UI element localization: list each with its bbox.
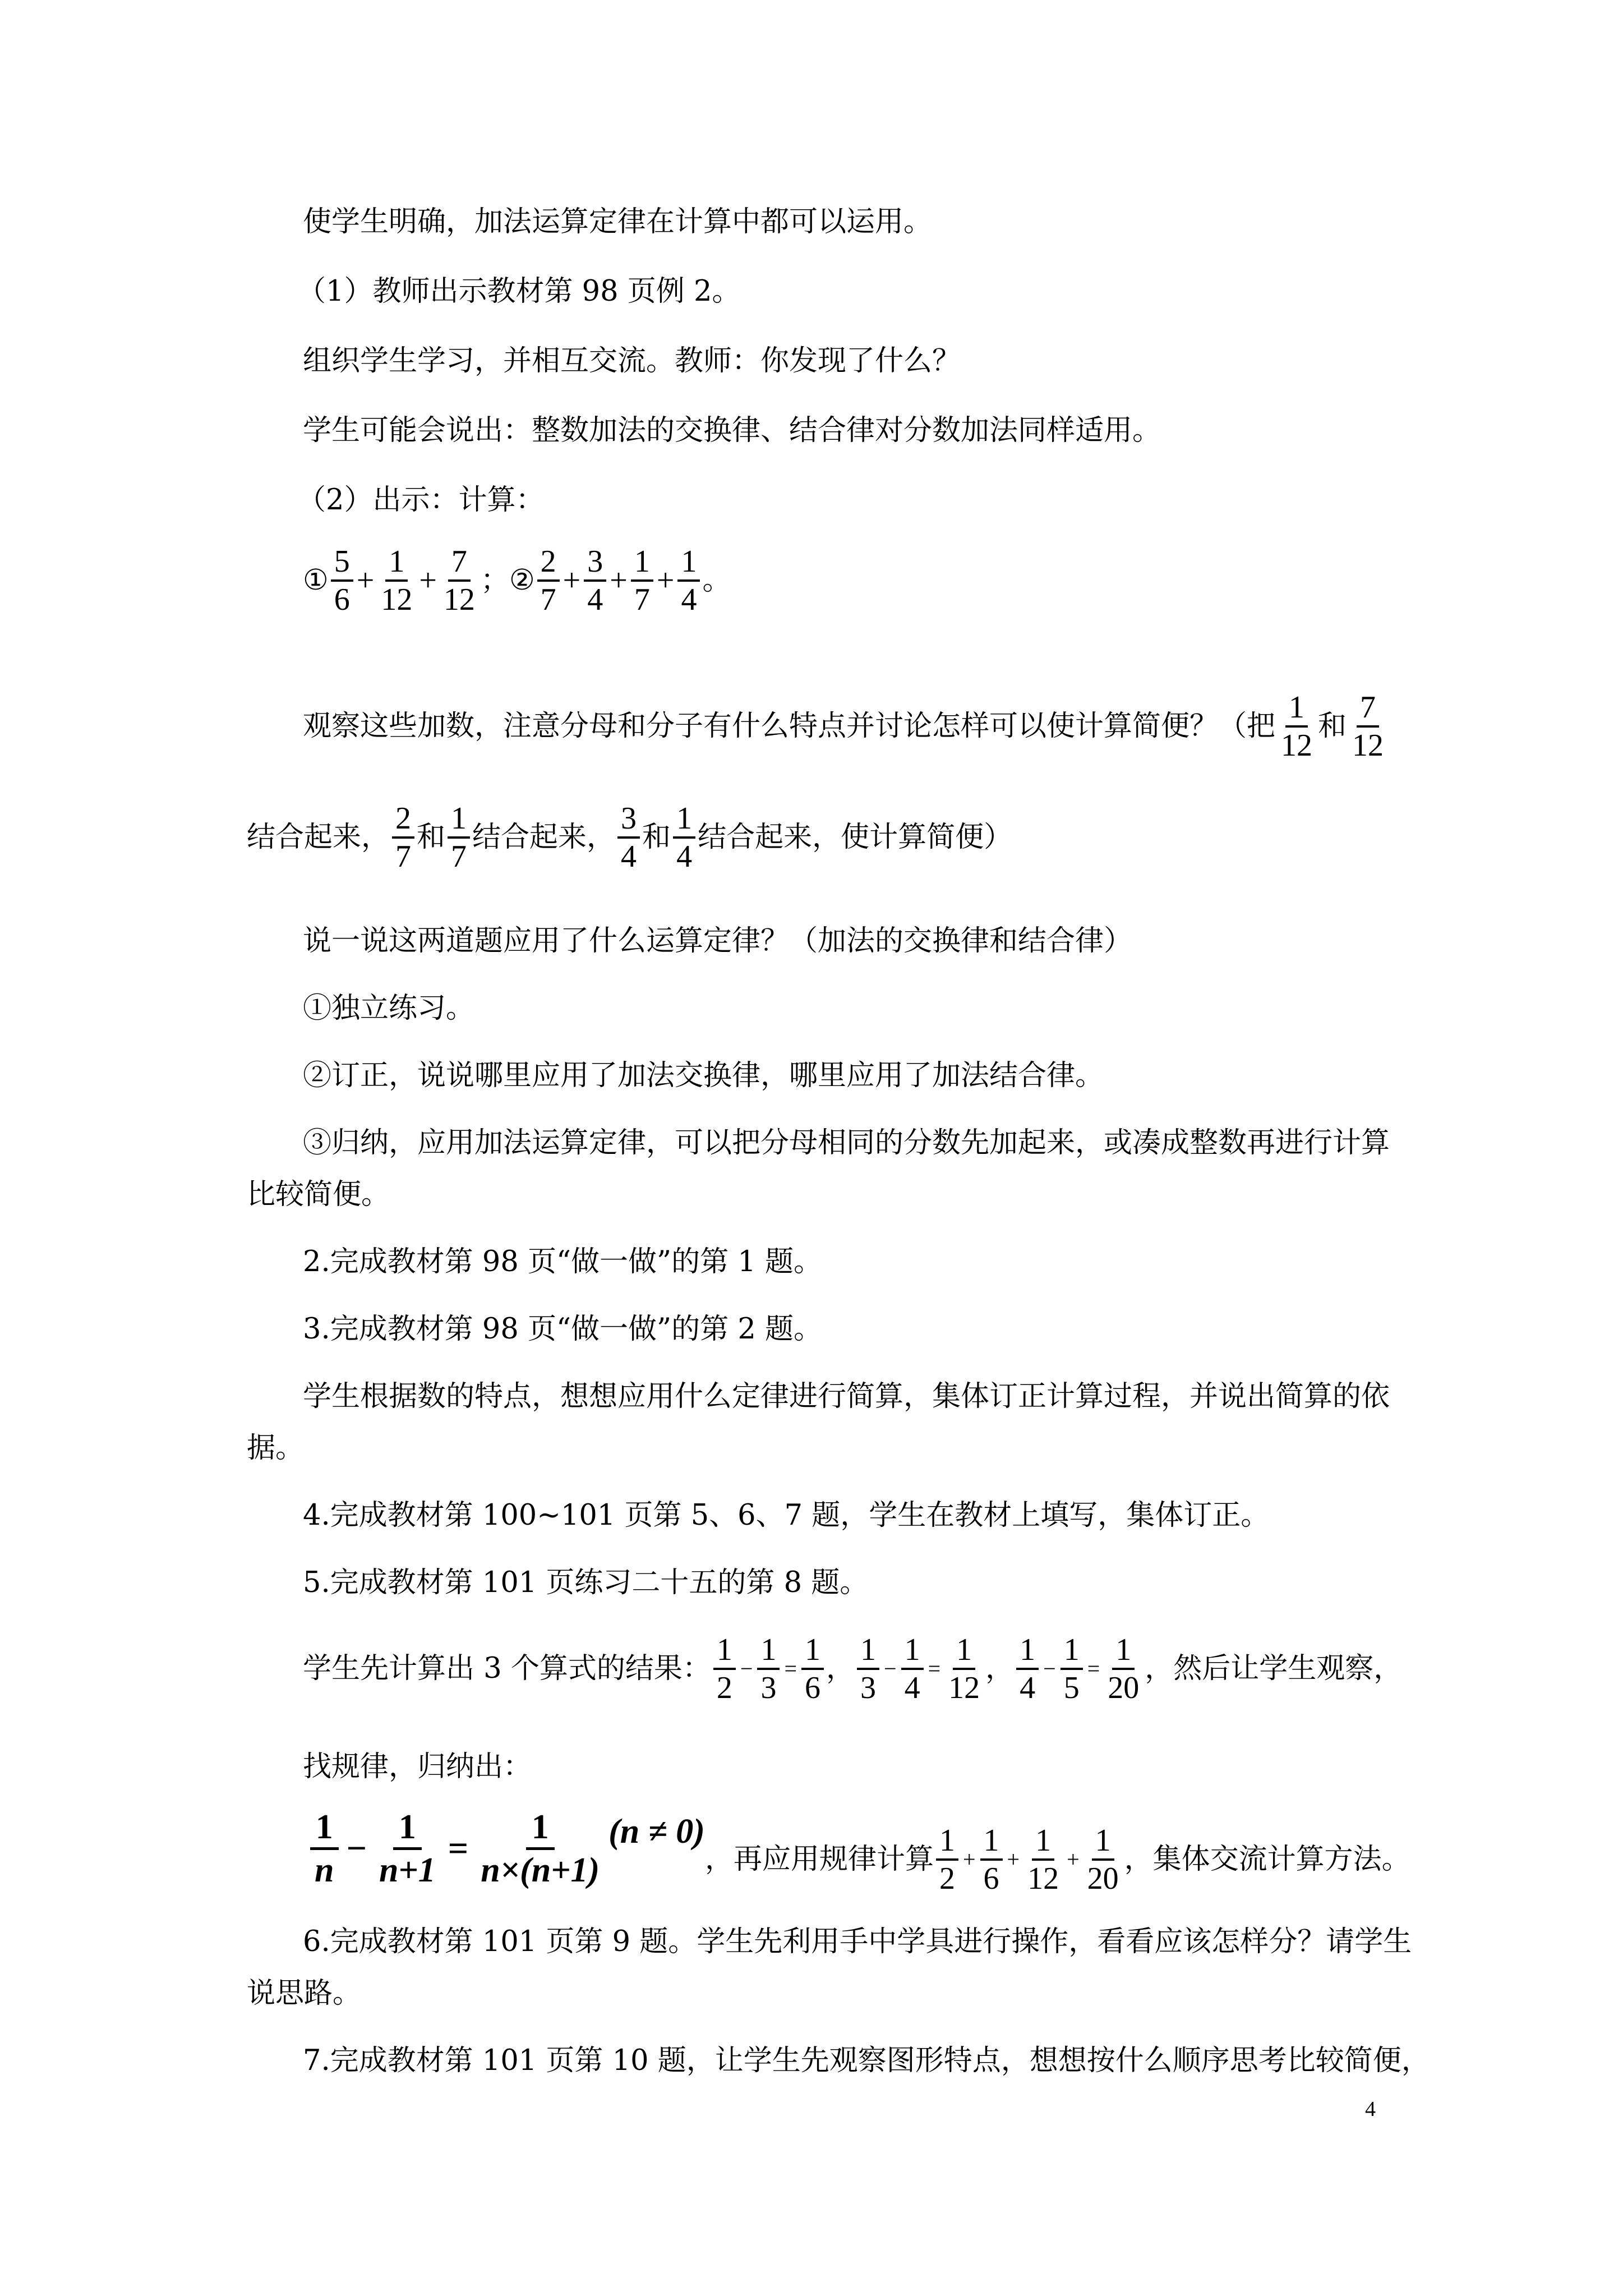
fraction: $\frac{1}{20}$	[1087, 1823, 1119, 1896]
fraction: $\frac{1}{n\times(n+1)}$	[481, 1807, 600, 1889]
text-line: 6.完成教材第 101 页第 9 题。学生先利用手中学具进行操作，看看应该怎样分？请学生	[303, 1925, 1412, 1958]
text-line: 组织学生学习，并相互交流。教师：你发现了什么？	[303, 344, 961, 378]
text-line: 3.完成教材第 98 页“做一做”的第 2 题。	[303, 1313, 822, 1346]
fraction: $\frac{1}{3}$	[857, 1632, 879, 1706]
fraction: $\frac{1}{12}$	[381, 544, 413, 617]
text-span: 和	[417, 821, 446, 854]
text-span: ，集体交流计算方法。	[1124, 1843, 1410, 1876]
text-line: ②订正，说说哪里应用了加法交换律，哪里应用了加法结合律。	[303, 1059, 1104, 1092]
fraction: $\frac{1}{4}$	[1016, 1632, 1039, 1706]
text-line: （2）出示：计算：	[297, 484, 545, 517]
text-line	[247, 795, 1012, 880]
plus-sign: +	[656, 563, 675, 598]
fraction: $\frac{1}{n}$	[309, 1807, 339, 1890]
fraction: $\frac{7}{12}$	[1352, 690, 1384, 763]
text-line	[303, 684, 1389, 769]
text-line: 4.完成教材第 100~101 页第 5、6、7 题，学生在教材上填写，集体订正。	[303, 1499, 1270, 1532]
text-line: 说思路。	[247, 1977, 362, 2010]
fraction: $\frac{2}{7}$	[537, 544, 560, 618]
fraction: $\frac{1}{4}$	[677, 544, 700, 618]
text-line: 比较简便。	[247, 1178, 390, 1211]
fraction: $\frac{1}{4}$	[673, 800, 695, 875]
fraction: $\frac{1}{12}$	[1281, 690, 1313, 763]
text-line: 5.完成教材第 101 页练习二十五的第 8 题。	[303, 1566, 869, 1599]
text-line: 使学生明确，加法运算定律在计算中都可以运用。	[303, 205, 933, 238]
text-line: ①独立练习。	[303, 992, 475, 1025]
plus-sign: +	[1007, 1847, 1020, 1872]
page-number: 4	[1365, 2097, 1376, 2121]
text-span: 结合起来，使计算简便）	[698, 821, 1013, 854]
text-span: 结合起来，	[472, 821, 616, 854]
text-span: ，再应用规律计算	[704, 1843, 934, 1876]
text-line: 找规律，归纳出：	[303, 1750, 532, 1783]
fraction: $\frac{1}{2}$	[936, 1823, 958, 1897]
text-line: 据。	[247, 1432, 305, 1465]
fraction: $\frac{1}{5}$	[1061, 1632, 1083, 1706]
fraction: $\frac{1}{6}$	[801, 1632, 824, 1706]
fraction: $\frac{3}{4}$	[584, 544, 606, 618]
equals-sign: =	[928, 1656, 941, 1681]
text-line: ③归纳，应用加法运算定律，可以把分母相同的分数先加起来，或凑成整数再进行计算	[303, 1126, 1390, 1159]
fraction: $\frac{1}{12}$	[948, 1632, 980, 1705]
fraction: $\frac{1}{2}$	[713, 1632, 736, 1706]
math-expression-line	[303, 539, 731, 623]
period: 。	[702, 564, 731, 597]
fraction: $\frac{2}{7}$	[392, 800, 414, 875]
fraction: $\frac{1}{7}$	[448, 800, 470, 875]
fraction: $\frac{1}{12}$	[1027, 1823, 1059, 1896]
plus-sign: +	[356, 563, 375, 598]
fraction: $\frac{1}{3}$	[757, 1632, 780, 1706]
fraction: $\frac{7}{12}$	[443, 544, 475, 617]
circled-number: ②	[509, 564, 535, 597]
minus-sign: −	[884, 1656, 897, 1681]
text-span: 学生先计算出 3 个算式的结果：	[303, 1652, 711, 1685]
fraction: $\frac{5}{6}$	[331, 544, 353, 618]
minus-sign: −	[1043, 1656, 1056, 1681]
plus-sign: +	[562, 563, 581, 598]
fraction: $\frac{1}{7}$	[631, 544, 653, 618]
text-line: 2.完成教材第 98 页“做一做”的第 1 题。	[303, 1245, 822, 1278]
text-line: （1）教师出示教材第 98 页例 2。	[297, 275, 741, 308]
circled-number: ①	[303, 564, 329, 597]
text-span: ，然后让学生观察，	[1145, 1652, 1403, 1685]
text-line	[303, 1627, 1402, 1711]
fraction: $\frac{1}{20}$	[1108, 1632, 1140, 1705]
fraction: $\frac{1}{4}$	[901, 1632, 924, 1706]
text-line: 学生根据数的特点，想想应用什么定律进行简算，集体订正计算过程，并说出简算的依	[303, 1380, 1390, 1413]
equals-sign: =	[1087, 1656, 1100, 1681]
text-line: 7.完成教材第 101 页第 10 题，让学生先观察图形特点，想想按什么顺序思考比较简便，	[303, 2044, 1430, 2077]
minus-sign: −	[346, 1828, 367, 1868]
fraction: $\frac{1}{n+1}$	[379, 1807, 436, 1889]
text-span: 和	[642, 821, 671, 854]
equals-sign: =	[784, 1656, 797, 1681]
plus-sign: +	[962, 1847, 976, 1872]
formula-line	[306, 1801, 1410, 1896]
text-line: 学生可能会说出：整数加法的交换律、结合律对分数加法同样适用。	[303, 414, 1161, 447]
plus-sign: +	[610, 563, 628, 598]
comma: ，	[985, 1652, 1015, 1685]
comma: ，	[826, 1652, 855, 1685]
condition: (n ≠ 0)	[608, 1812, 705, 1851]
plus-sign: +	[419, 563, 437, 598]
fraction: $\frac{3}{4}$	[617, 800, 640, 875]
equals-sign: =	[448, 1828, 469, 1868]
separator: ；	[480, 564, 509, 597]
text-span: 观察这些加数，注意分母和分子有什么特点并讨论怎样可以使计算简便？（把	[303, 710, 1276, 743]
text-span: 和	[1318, 710, 1347, 743]
text-line: 说一说这两道题应用了什么运算定律？（加法的交换律和结合律）	[303, 924, 1133, 958]
minus-sign: −	[740, 1656, 753, 1681]
text-span: 结合起来，	[247, 821, 390, 854]
plus-sign: +	[1067, 1847, 1080, 1872]
fraction: $\frac{1}{6}$	[980, 1823, 1003, 1897]
